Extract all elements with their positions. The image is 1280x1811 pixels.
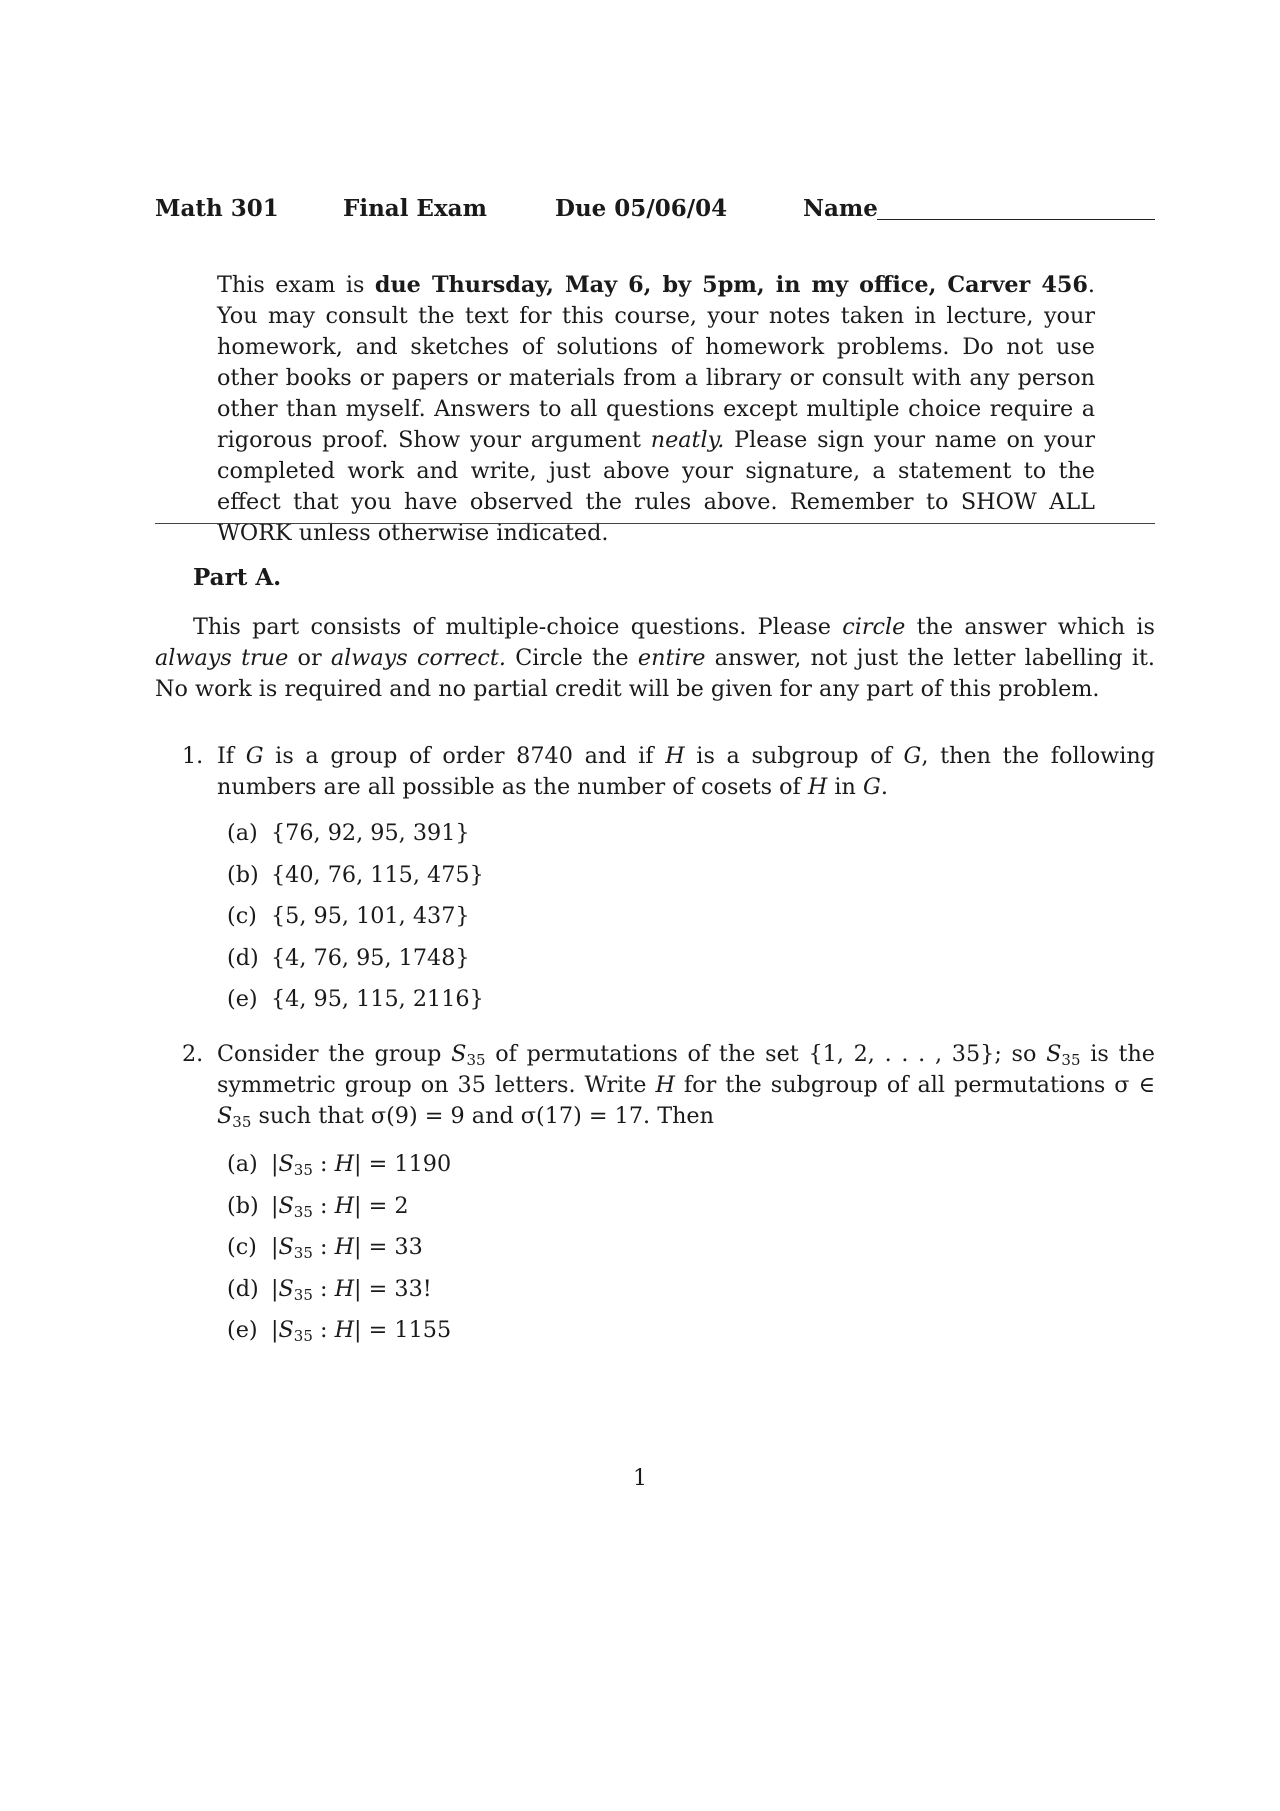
choice-2e[interactable] — [227, 1310, 451, 1352]
q-text-part: is a subgroup of — [684, 743, 904, 769]
math-var: H — [334, 1317, 355, 1343]
math-var: S — [217, 1103, 233, 1129]
q-text-part: is the symmetric group on 35 letters. Write — [217, 1041, 1156, 1098]
choice-text: {5, 95, 101, 437} — [271, 903, 470, 929]
choice-1a[interactable] — [227, 813, 484, 855]
math-var: H — [655, 1072, 675, 1098]
exam-page — [155, 0, 1155, 1811]
choice-label: (e) — [227, 1317, 258, 1343]
exam-title: Final Exam — [343, 195, 487, 222]
q-text-part: such that σ(9) = 9 and σ(17) = 17. Then — [251, 1103, 714, 1129]
choice-text: {4, 95, 115, 2116} — [271, 986, 484, 1012]
math-equals: | = — [354, 1192, 395, 1219]
part-a-heading: Part A. — [193, 564, 282, 591]
math-var: H — [334, 1275, 355, 1302]
math-bar: | — [271, 1192, 279, 1219]
math-colon: : — [312, 1317, 335, 1343]
math-colon: : — [312, 1234, 335, 1260]
question-text — [217, 741, 1155, 803]
math-subscript: 35 — [232, 1113, 252, 1131]
math-var: G — [245, 743, 264, 769]
choice-label: (d) — [227, 1275, 259, 1302]
intro-emphasis: entire — [637, 645, 706, 671]
choice-value: 33! — [394, 1275, 432, 1302]
due-date: Due 05/06/04 — [555, 195, 728, 222]
math-colon: : — [312, 1192, 335, 1219]
choice-value: 33 — [394, 1234, 423, 1260]
choice-2c[interactable] — [227, 1227, 451, 1269]
math-var: H — [807, 774, 828, 800]
q-text-part: of permutations of the set {1, 2, . . . , 35}; so — [485, 1041, 1047, 1067]
choice-label: (b) — [227, 861, 259, 888]
math-bar: | — [271, 1275, 279, 1302]
choice-2a[interactable] — [227, 1144, 451, 1186]
intro-text: or — [288, 645, 331, 671]
intro-emphasis: circle — [842, 614, 906, 640]
page-number: 1 — [633, 1466, 647, 1491]
choice-value: 1155 — [394, 1317, 452, 1343]
choice-1d[interactable] — [227, 938, 484, 980]
math-var: S — [451, 1041, 467, 1067]
math-var: S — [278, 1317, 294, 1343]
question-number: 2. — [182, 1041, 204, 1067]
neatly-emphasis: neatly. — [650, 427, 725, 453]
math-subscript: 35 — [293, 1202, 313, 1221]
math-equals: | = — [354, 1151, 395, 1177]
exam-header — [155, 195, 1155, 229]
choice-label: (c) — [227, 903, 257, 929]
math-colon: : — [312, 1151, 335, 1177]
math-var: S — [278, 1151, 294, 1177]
due-bold-text: due Thursday, May 6, by 5pm, in my office, Carver 456 — [374, 272, 1088, 298]
math-var: G — [903, 743, 922, 769]
intro-emphasis: always true — [155, 645, 289, 671]
question-number: 1. — [182, 743, 204, 769]
math-var: S — [278, 1275, 294, 1302]
math-subscript: 35 — [293, 1327, 313, 1345]
math-subscript: 35 — [293, 1285, 313, 1304]
instructions-lead: This exam is — [217, 272, 375, 298]
math-subscript: 35 — [466, 1051, 486, 1069]
q-text-part: in — [827, 774, 863, 800]
choice-value: 1190 — [394, 1151, 452, 1177]
q-text-part: . — [880, 774, 888, 800]
math-var: S — [278, 1234, 294, 1260]
part-a-intro — [155, 612, 1155, 705]
choice-text: {40, 76, 115, 475} — [271, 861, 484, 888]
choice-1e[interactable] — [227, 979, 484, 1021]
math-bar: | — [271, 1151, 279, 1177]
math-var: H — [334, 1234, 355, 1260]
choice-label: (c) — [227, 1234, 257, 1260]
math-subscript: 35 — [293, 1244, 313, 1262]
choice-2b[interactable] — [227, 1186, 451, 1228]
math-equals: | = — [354, 1317, 395, 1343]
choice-1c[interactable] — [227, 896, 484, 938]
intro-text: the answer which is — [905, 614, 1155, 640]
math-colon: : — [312, 1275, 335, 1302]
exam-instructions — [217, 270, 1095, 549]
intro-text: This part consists of multiple-choice questions. Please — [193, 614, 843, 640]
instructions-tail: Please sign your name on your completed work and write, just above your signature, a statement to the effect that you have observed the rules above. Remember to SHOW ALL WORK unless otherwise indicated. — [217, 427, 1095, 546]
instructions-body: . You may consult the text for this course, your notes taken in lecture, your homework, and sketches of solutions of homework problems. Do not use other books or papers or materials from a library or consult with any person other than myself. Answers to all questions except multiple choice require a rigorous proof. Show your argument — [217, 272, 1095, 453]
math-bar: | — [271, 1234, 279, 1260]
math-bar: | — [271, 1317, 279, 1343]
math-var: S — [1046, 1041, 1062, 1067]
intro-emphasis: always correct. — [330, 645, 506, 671]
math-var: H — [334, 1192, 355, 1219]
intro-text: answer, not just the letter labelling it. No work is required and no partial credit will be given for any part of this problem. — [155, 645, 1155, 702]
q-text-part: Consider the group — [217, 1041, 452, 1067]
q-text-part: If — [217, 743, 246, 769]
choice-label: (d) — [227, 944, 259, 971]
question-1 — [155, 741, 1155, 803]
math-equals: | = — [354, 1234, 395, 1260]
math-var: S — [278, 1192, 294, 1219]
question-2 — [155, 1039, 1155, 1132]
q-text-part: is a group of order 8740 and if — [263, 743, 666, 769]
choice-text: {76, 92, 95, 391} — [271, 820, 470, 846]
name-label: Name — [803, 195, 878, 222]
math-var: H — [334, 1151, 355, 1177]
q-text-part: for the subgroup of all permutations σ ∈ — [674, 1072, 1156, 1098]
name-blank-line — [877, 219, 1155, 220]
math-var: G — [863, 774, 881, 800]
choice-label: (a) — [227, 820, 258, 846]
question-text — [217, 1039, 1155, 1132]
course-label: Math 301 — [155, 195, 279, 222]
choice-text: {4, 76, 95, 1748} — [271, 944, 470, 971]
choice-2d[interactable] — [227, 1269, 451, 1311]
intro-text: Circle the — [505, 645, 638, 671]
horizontal-rule — [155, 523, 1155, 524]
q-text-part: , then the following numbers are all possible as the number of cosets of — [217, 743, 1155, 800]
math-var: H — [665, 743, 685, 769]
math-subscript: 35 — [293, 1161, 313, 1179]
math-subscript: 35 — [1061, 1051, 1081, 1069]
question-2-choices — [227, 1144, 451, 1352]
choice-1b[interactable] — [227, 855, 484, 897]
math-equals: | = — [354, 1275, 395, 1302]
choice-label: (e) — [227, 986, 258, 1012]
question-1-choices — [227, 813, 484, 1021]
choice-label: (b) — [227, 1192, 259, 1219]
choice-value: 2 — [394, 1192, 409, 1219]
choice-label: (a) — [227, 1151, 258, 1177]
